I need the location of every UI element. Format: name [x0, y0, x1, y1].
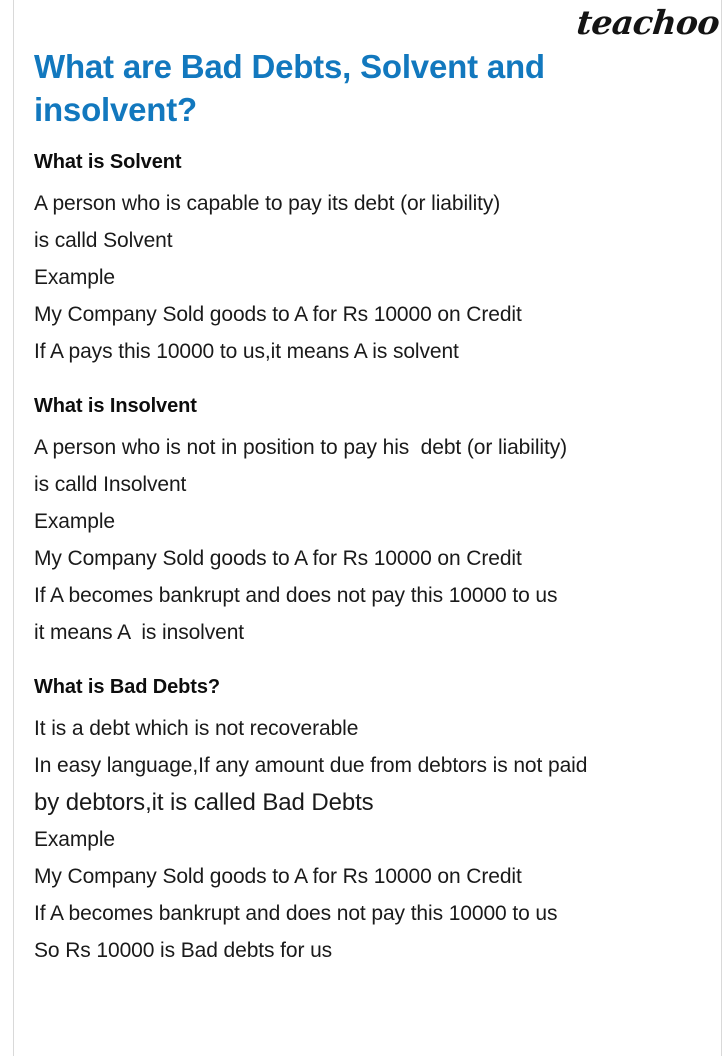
body-line: is calld Solvent — [34, 228, 173, 252]
document-section — [34, 148, 711, 370]
body-line: If A becomes bankrupt and does not pay this 10000 to us — [34, 901, 558, 925]
body-line: My Company Sold goods to A for Rs 10000 on Credit — [34, 302, 522, 326]
body-line: A person who is capable to pay its debt (or liability) — [34, 191, 501, 215]
body-line: My Company Sold goods to A for Rs 10000 on Credit — [34, 546, 522, 570]
body-line: It is a debt which is not recoverable — [34, 716, 359, 740]
page-title: What are Bad Debts, Solvent and insolvent? — [34, 48, 545, 128]
body-line: Example — [34, 509, 116, 533]
body-line: Example — [34, 827, 116, 851]
body-line: If A pays this 10000 to us,it means A is solvent — [34, 339, 459, 363]
body-line: In easy language,If any amount due from debtors is not paid — [34, 753, 588, 777]
sections-container — [34, 148, 711, 969]
page-left-rule — [13, 0, 14, 1056]
body-line: My Company Sold goods to A for Rs 10000 on Credit — [34, 864, 522, 888]
page-right-rule — [721, 0, 722, 1056]
body-line: it means A is insolvent — [34, 620, 245, 644]
body-line: by debtors,it is called Bad Debts — [34, 788, 374, 816]
body-line: is calld Insolvent — [34, 472, 187, 496]
document-content — [34, 46, 711, 969]
document-section — [34, 392, 711, 651]
section-heading: What is Solvent — [34, 150, 182, 173]
teachoo-logo: teachoo — [574, 3, 722, 42]
body-line: So Rs 10000 is Bad debts for us — [34, 938, 333, 962]
section-heading: What is Insolvent — [34, 394, 197, 417]
body-line: A person who is not in position to pay his debt (or liability) — [34, 435, 567, 459]
body-line: Example — [34, 265, 116, 289]
section-heading: What is Bad Debts? — [34, 675, 220, 698]
body-line: If A becomes bankrupt and does not pay this 10000 to us — [34, 583, 558, 607]
document-section — [34, 673, 711, 969]
